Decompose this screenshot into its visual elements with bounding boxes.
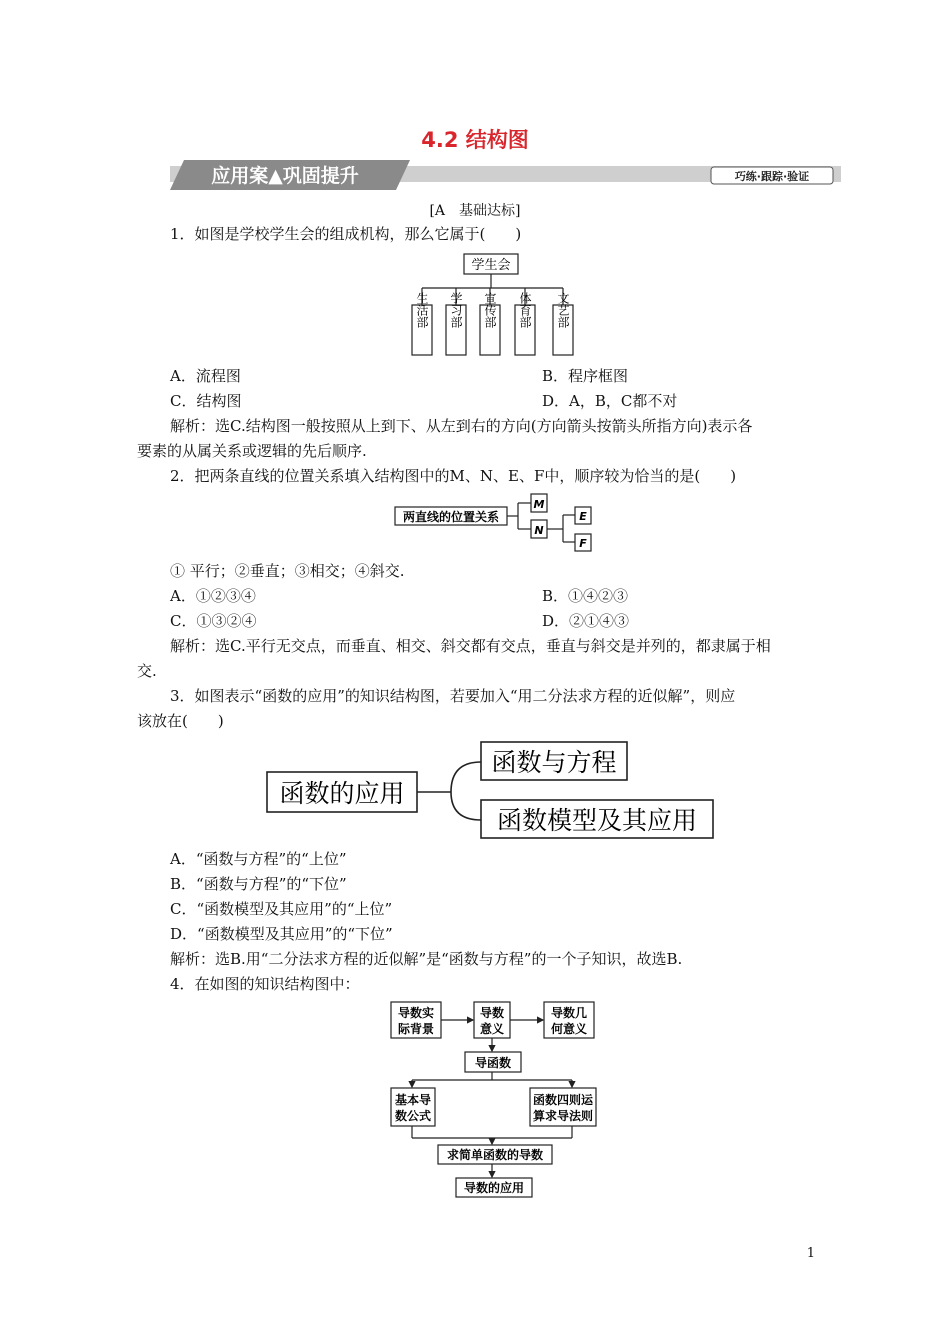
q2-analysis-cont: 交. — [137, 662, 157, 680]
q4-label: 数公式 — [394, 1109, 432, 1123]
q4-diagram — [385, 998, 600, 1203]
q1-child-label: 文艺部 — [556, 292, 570, 328]
q2-option-c: C．①③②④ — [170, 612, 257, 630]
q4-label: 何意义 — [550, 1022, 588, 1036]
q3-option-d: D．“函数模型及其应用”的“下位” — [170, 925, 393, 943]
q3-option-a: A．“函数与方程”的“上位” — [170, 850, 347, 868]
q4-label: 导数的应用 — [463, 1181, 525, 1195]
page-number: 1 — [806, 1246, 815, 1261]
q2-diagram — [393, 490, 598, 556]
q3-stem: 3．如图表示“函数的应用”的知识结构图，若要加入“用二分法求方程的近似解”，则应 — [170, 687, 736, 705]
q1-analysis-cont: 要素的从属关系或逻辑的先后顺序. — [137, 442, 367, 460]
q1-option-d: D．A，B，C都不对 — [542, 392, 678, 410]
q3-analysis: 解析：选B.用“二分法求方程的近似解”是“函数与方程”的一个子知识，故选B. — [170, 950, 683, 968]
q2-option-a: A．①②③④ — [170, 587, 256, 605]
page-title: 4.2 结构图 — [421, 128, 529, 152]
q1-child-label: 宣传部 — [483, 292, 497, 328]
q3-root-label: 函数的应用 — [279, 779, 405, 808]
q1-child-label: 体育部 — [518, 292, 532, 328]
q3-stem-cont: 该放在( ) — [137, 712, 224, 730]
q1-option-a: A．流程图 — [170, 367, 241, 385]
q3-bottom-label: 函数模型及其应用 — [496, 806, 698, 835]
q4-label: 函数四则运 — [532, 1093, 594, 1107]
q2-m-label: M — [533, 498, 545, 511]
q1-option-b: B．程序框图 — [542, 367, 629, 385]
q4-label: 算求导法则 — [532, 1109, 594, 1123]
q2-f-label: F — [579, 537, 587, 550]
q4-label: 基本导 — [394, 1093, 432, 1107]
q1-root-label: 学生会 — [471, 258, 511, 273]
section-heading: [A 基础达标] — [429, 203, 521, 219]
q3-option-b: B．“函数与方程”的“下位” — [170, 875, 347, 893]
q1-child-label: 生活部 — [415, 292, 429, 328]
q4-label: 导数实 — [397, 1006, 435, 1020]
q2-e-label: E — [579, 510, 587, 523]
q2-note: ① 平行；②垂直；③相交；④斜交. — [170, 562, 405, 580]
section-banner — [170, 160, 841, 190]
banner-left-text: 应用案▲巩固提升 — [211, 165, 359, 187]
q4-label: 求简单函数的导数 — [446, 1148, 544, 1162]
q4-label: 际背景 — [397, 1022, 435, 1036]
q2-option-d: D．②①④③ — [542, 612, 630, 630]
q3-option-c: C．“函数模型及其应用”的“上位” — [170, 900, 393, 918]
q1-analysis: 解析：选C.结构图一般按照从上到下、从左到右的方向(方向箭头按箭头所指方向)表示各 — [170, 417, 753, 435]
q2-option-b: B．①④②③ — [542, 587, 629, 605]
q2-root-label: 两直线的位置关系 — [402, 510, 500, 524]
q1-diagram — [405, 250, 585, 360]
q3-diagram — [265, 738, 717, 840]
q2-analysis: 解析：选C.平行无交点，而垂直、相交、斜交都有交点，垂直与斜交是并列的，都隶属于相 — [170, 637, 771, 655]
q1-stem: 1．如图是学校学生会的组成机构，那么它属于( ) — [170, 225, 522, 243]
q4-label: 导数 — [479, 1006, 505, 1020]
q4-label: 导函数 — [474, 1056, 512, 1070]
banner-right-text: 巧练·跟踪·验证 — [734, 170, 810, 183]
q1-option-c: C．结构图 — [170, 392, 242, 410]
q2-stem: 2．把两条直线的位置关系填入结构图中的M、N、E、F中，顺序较为恰当的是( ) — [170, 467, 737, 485]
q1-child-label: 学习部 — [449, 292, 463, 328]
q4-label: 导数几 — [550, 1006, 588, 1020]
q2-n-label: N — [534, 524, 544, 537]
q3-top-label: 函数与方程 — [491, 748, 617, 777]
q4-label: 意义 — [479, 1022, 505, 1036]
q4-stem: 4．在如图的知识结构图中： — [170, 975, 360, 993]
